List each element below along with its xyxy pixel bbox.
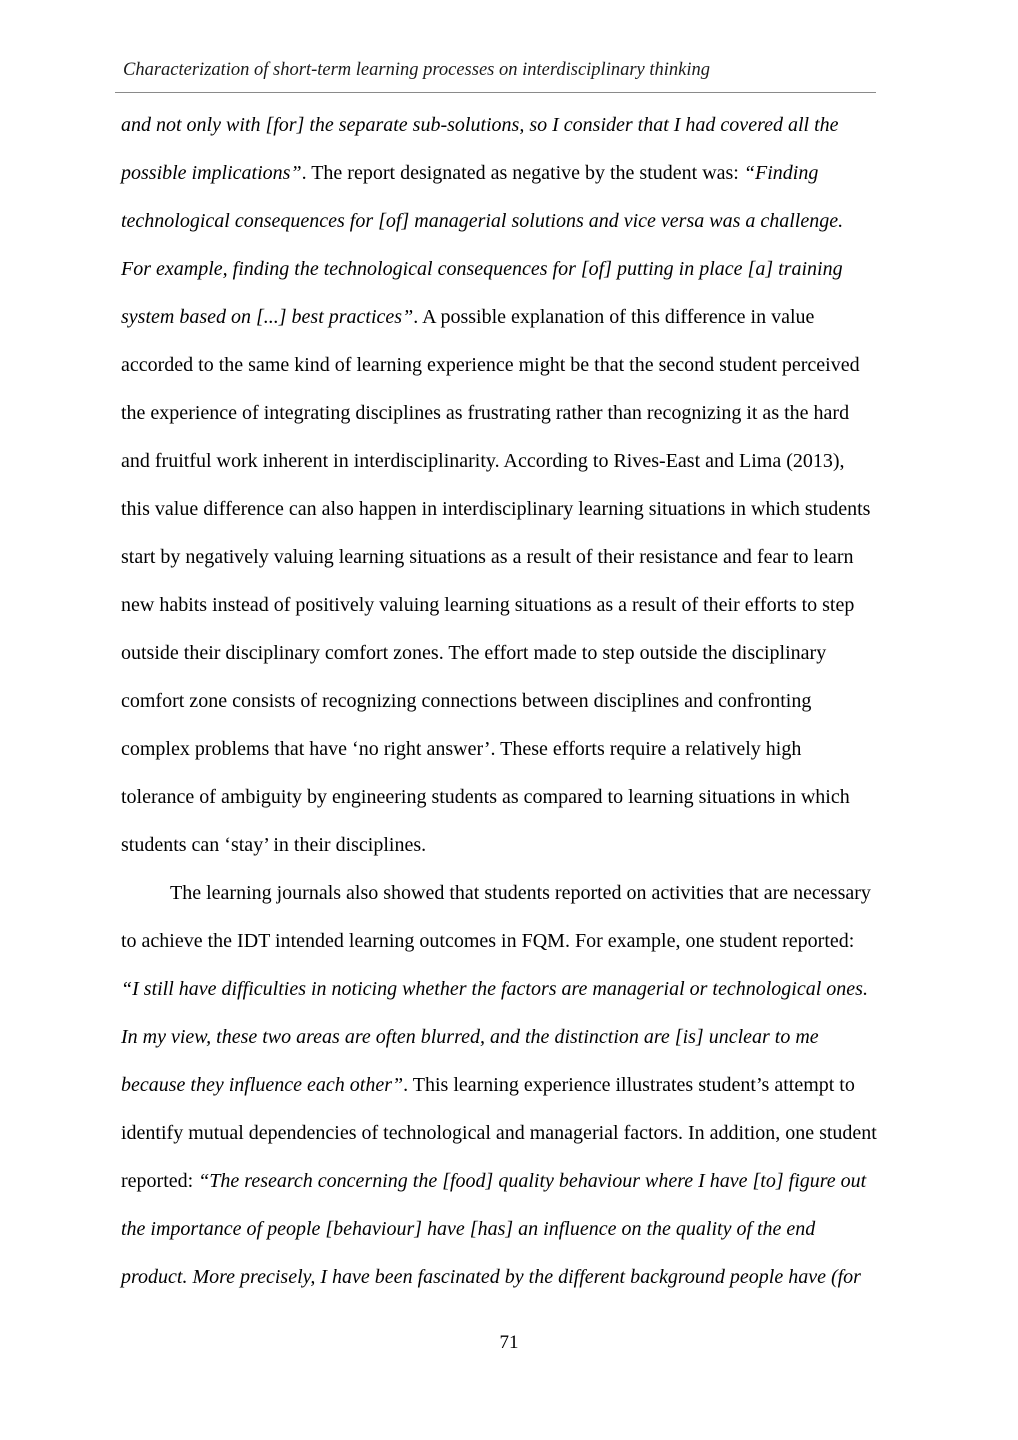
text-line [121,1253,921,1301]
text-line [121,485,921,533]
quoted-text-run: In my view, these two areas are often blurred, and the distinction are [is] unclear to me [121,1026,819,1048]
body-text-run: outside their disciplinary comfort zones. The effort made to step outside the disciplinary [121,642,827,664]
text-line [121,773,921,821]
body-text-run: identify mutual dependencies of technological and managerial factors. In addition, one student [121,1122,877,1144]
text-line [121,869,921,917]
header-rule [115,92,876,93]
body-text-run: new habits instead of positively valuing learning situations as a result of their efforts to step [121,594,855,616]
quoted-text-run: product. More precisely, I have been fascinated by the different background people have (for [121,1266,861,1288]
quoted-text-run: possible implications” [121,162,302,184]
body-text-run: start by negatively valuing learning situations as a result of their resistance and fear to learn [121,546,854,568]
text-line [121,341,921,389]
body-text-run: this value difference can also happen in interdisciplinary learning situations in which students [121,498,871,520]
quoted-text-run: “Finding [743,162,819,184]
quoted-text-run: For example, finding the technological consequences for [of] putting in place [a] training [121,258,843,280]
quoted-text-run: and not only with [for] the separate sub-solutions, so I consider that I had covered all the [121,114,839,136]
text-line [121,197,921,245]
text-line [121,821,921,869]
body-text-run: reported: [121,1170,199,1192]
text-line [121,1109,921,1157]
body-text-run: The learning journals also showed that students reported on activities that are necessary [170,882,871,904]
running-header-title: Characterization of short-term learning processes on interdisciplinary thinking [123,60,710,80]
page-number: 71 [499,1332,519,1353]
text-line [121,149,921,197]
text-line [121,581,921,629]
text-line [121,389,921,437]
text-line [121,725,921,773]
quoted-text-run: system based on [...] best practices” [121,306,414,328]
text-block [121,101,921,1301]
text-line [121,437,921,485]
text-line [121,917,921,965]
body-text-run: students can ‘stay’ in their disciplines. [121,834,427,856]
text-line [121,245,921,293]
quoted-text-run: “I still have difficulties in noticing whether the factors are managerial or technological ones. [121,978,868,1000]
quoted-text-run: the importance of people [behaviour] have [has] an influence on the quality of the end [121,1218,816,1240]
body-text-run: . The report designated as negative by the student was: [301,162,744,184]
text-line [121,101,921,149]
text-line [121,293,921,341]
body-text-run: . This learning experience illustrates student’s attempt to [403,1074,855,1096]
text-line [121,1061,921,1109]
body-text-run: complex problems that have ‘no right answer’. These efforts require a relatively high [121,738,802,760]
body-text-run: to achieve the IDT intended learning outcomes in FQM. For example, one student reported: [121,930,855,952]
body-text-run: and fruitful work inherent in interdisciplinarity. According to Rives-East and Lima (2013), [121,450,845,472]
quoted-text-run: “The research concerning the [food] quality behaviour where I have [to] figure out [198,1170,867,1192]
body-text-run: accorded to the same kind of learning experience might be that the second student perceived [121,354,860,376]
quoted-text-run: because they influence each other” [121,1074,404,1096]
text-line [121,1013,921,1061]
text-line [121,1157,921,1205]
text-line [121,677,921,725]
quoted-text-run: technological consequences for [of] managerial solutions and vice versa was a challenge. [121,210,844,232]
text-line [121,1205,921,1253]
body-text-run: the experience of integrating disciplines as frustrating rather than recognizing it as the hard [121,402,850,424]
text-line [121,965,921,1013]
body-text-run: comfort zone consists of recognizing connections between disciplines and confronting [121,690,812,712]
text-line [121,533,921,581]
body-text-run: . A possible explanation of this difference in value [413,306,815,328]
text-line [121,629,921,677]
body-text-run: tolerance of ambiguity by engineering students as compared to learning situations in which [121,786,850,808]
